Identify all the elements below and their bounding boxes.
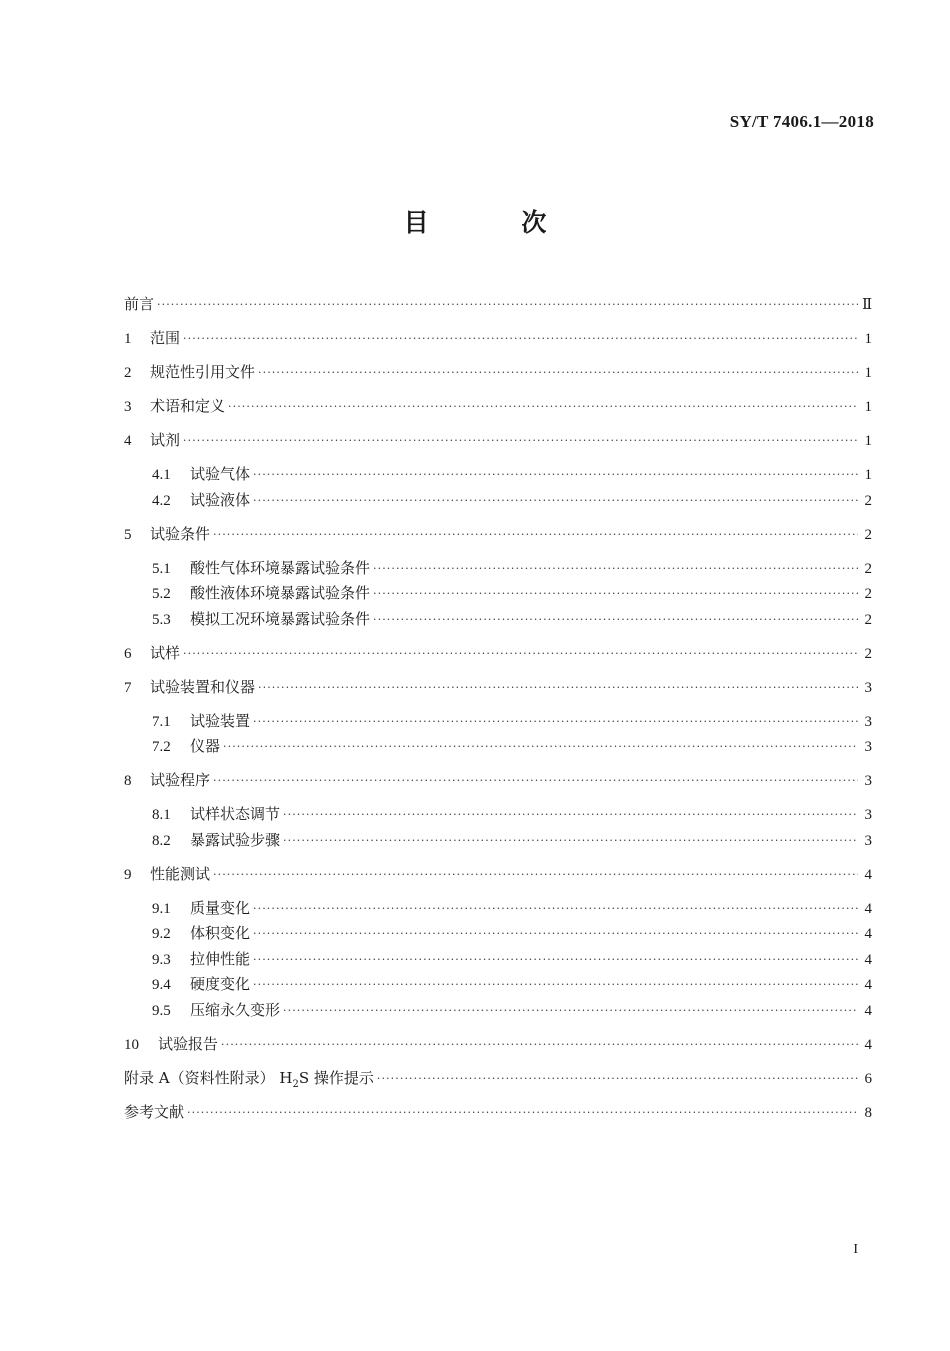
toc-entry-4[interactable] [124, 428, 872, 453]
toc-entry-page: 1 [864, 331, 872, 347]
annex-label-prefix: 附录 A（资料性附录） H [124, 1068, 293, 1087]
toc-entry-7-1[interactable] [124, 709, 872, 734]
toc-entry-label: 前言 [124, 295, 155, 313]
toc-entry-5-3[interactable] [124, 607, 872, 632]
toc-leader-dots [253, 947, 858, 972]
toc-entry-page: 4 [864, 926, 872, 942]
toc-entry-label: 试验气体 [190, 465, 251, 483]
annex-label-suffix: S 操作提示 [298, 1068, 374, 1087]
toc-entry-page: 1 [864, 399, 872, 415]
toc-leader-dots [221, 1032, 858, 1057]
toc-entry-page: 3 [864, 773, 872, 789]
toc-entry-annex-a[interactable] [124, 1066, 872, 1091]
toc-entry-number: 5.2 [152, 586, 171, 602]
toc-entry-label: 试样状态调节 [190, 805, 281, 823]
toc-entry-5-1[interactable] [124, 556, 872, 581]
toc-entry-preface[interactable] [124, 292, 872, 317]
toc-leader-dots [258, 675, 858, 700]
toc-entry-label: 酸性液体环境暴露试验条件 [190, 584, 371, 602]
toc-entry-7-2[interactable] [124, 734, 872, 759]
toc-entry-page: 4 [864, 977, 872, 993]
toc-entry-10[interactable] [124, 1032, 872, 1057]
toc-entry-page: 3 [864, 739, 872, 755]
toc-entry-number: 5.3 [152, 611, 171, 628]
toc-entry-page: Ⅱ [862, 297, 873, 313]
toc-entry-number: 9.4 [152, 977, 171, 993]
toc-entry-number: 9.2 [152, 926, 171, 942]
toc-leader-dots [253, 488, 858, 513]
toc-entry-page: 3 [864, 679, 872, 696]
toc-entry-number: 4.2 [152, 492, 171, 509]
toc-entry-6[interactable] [124, 641, 872, 666]
toc-entry-number: 9.1 [152, 900, 171, 917]
toc-entry-page: 8 [864, 1104, 872, 1121]
toc-entry-number: 5.1 [152, 560, 171, 577]
toc-entry-label: 暴露试验步骤 [190, 830, 281, 849]
toc-entry-number: 8.2 [152, 832, 171, 849]
annex-label-subscript: 2 [292, 1078, 299, 1090]
toc-entry-label: 仪器 [190, 737, 221, 755]
toc-leader-dots [183, 326, 858, 351]
toc-entry-label: 术语和定义 [150, 397, 226, 415]
toc-entry-label: 参考文献 [124, 1102, 185, 1121]
toc-entry-references[interactable] [124, 1100, 872, 1125]
toc-entry-label: 试样 [150, 643, 181, 662]
toc-entry-2[interactable] [124, 360, 872, 385]
toc-entry-number: 7.2 [152, 739, 171, 755]
toc-entry-page: 1 [864, 433, 872, 449]
toc-entry-number: 9.5 [152, 1002, 171, 1019]
toc-entry-page: 2 [864, 492, 872, 509]
page-title: 目 次 [403, 208, 589, 237]
toc-entry-8[interactable] [124, 768, 872, 793]
toc-entry-5[interactable] [124, 522, 872, 547]
toc-leader-dots [253, 921, 858, 946]
toc-entry-9-4[interactable] [124, 972, 872, 997]
toc-entry-page: 2 [864, 586, 872, 602]
toc-entry-number: 5 [124, 526, 132, 543]
toc-leader-dots [283, 828, 858, 853]
toc-leader-dots [373, 607, 858, 632]
toc-entry-label: 酸性气体环境暴露试验条件 [190, 558, 371, 577]
toc-entry-number: 7.1 [152, 713, 171, 730]
toc-entry-page: 2 [864, 611, 872, 628]
toc-entry-page: 1 [864, 467, 872, 483]
toc-entry-label: 质量变化 [190, 898, 251, 917]
toc-entry-9-3[interactable] [124, 947, 872, 972]
toc-entry-label: 拉伸性能 [190, 949, 251, 968]
toc-leader-dots [373, 581, 858, 606]
toc-entry-9-5[interactable] [124, 998, 872, 1023]
toc-entry-label: 范围 [150, 329, 181, 347]
toc-leader-dots [253, 896, 858, 921]
toc-entry-label: 试验液体 [190, 490, 251, 509]
toc-entry-page: 3 [864, 713, 872, 730]
toc-leader-dots [283, 998, 858, 1023]
toc-entry-page: 4 [864, 900, 872, 917]
toc-entry-number: 1 [124, 331, 132, 347]
toc-entry-4-2[interactable] [124, 488, 872, 513]
toc-entry-number: 7 [124, 679, 132, 696]
toc-entry-number: 6 [124, 645, 132, 662]
toc-entry-label: 试剂 [150, 431, 181, 449]
toc-entry-number: 9.3 [152, 951, 171, 968]
toc-entry-9-2[interactable] [124, 921, 872, 946]
toc-leader-dots [157, 292, 858, 317]
toc-entry-number: 4 [124, 433, 132, 449]
toc-entry-9[interactable] [124, 862, 872, 887]
toc-entry-page: 1 [864, 365, 872, 381]
toc-entry-3[interactable] [124, 394, 872, 419]
toc-entry-number: 9 [124, 866, 132, 883]
toc-entry-1[interactable] [124, 326, 872, 351]
toc-leader-dots [223, 734, 858, 759]
toc-leader-dots [253, 709, 858, 734]
toc-entry-number: 4.1 [152, 467, 171, 483]
toc-leader-dots [213, 768, 858, 793]
toc-leader-dots [187, 1100, 858, 1125]
toc-entry-label: 试验装置和仪器 [150, 677, 256, 696]
toc-entry-label: 性能测试 [150, 864, 211, 883]
toc-entry-label: 压缩永久变形 [190, 1000, 281, 1019]
toc-entry-label: 硬度变化 [190, 975, 251, 993]
toc-entry-page: 4 [864, 1036, 872, 1053]
toc-leader-dots [253, 972, 858, 997]
toc-entry-8-2[interactable] [124, 828, 872, 853]
toc-entry-9-1[interactable] [124, 896, 872, 921]
toc-entry-page: 6 [864, 1070, 872, 1087]
footer-page-number: I [853, 1242, 858, 1257]
toc-entry-number: 2 [124, 365, 132, 381]
toc-leader-dots [373, 556, 858, 581]
toc-entry-number: 8 [124, 773, 132, 789]
toc-entry-page: 3 [864, 807, 872, 823]
toc-entry-label: 试验报告 [158, 1034, 219, 1053]
standard-code: SY/T 7406.1—2018 [729, 112, 874, 131]
toc-leader-dots [228, 394, 858, 419]
toc-leader-dots [377, 1066, 858, 1091]
toc-entry-7[interactable] [124, 675, 872, 700]
table-of-contents [124, 292, 872, 1125]
toc-entry-page: 4 [864, 951, 872, 968]
toc-entry-label: 规范性引用文件 [150, 363, 256, 381]
toc-leader-dots [258, 360, 858, 385]
toc-entry-5-2[interactable] [124, 581, 872, 606]
toc-leader-dots [253, 462, 858, 487]
toc-leader-dots [283, 802, 858, 827]
toc-entry-label: 试验装置 [190, 711, 251, 730]
toc-leader-dots [213, 862, 858, 887]
toc-entry-label: 试验条件 [150, 524, 211, 543]
toc-leader-dots [213, 522, 858, 547]
toc-entry-label: 模拟工况环境暴露试验条件 [190, 609, 371, 628]
toc-entry-label: 试验程序 [150, 771, 211, 789]
toc-entry-label [124, 1066, 374, 1097]
toc-entry-number: 10 [124, 1036, 139, 1053]
toc-entry-page: 2 [864, 526, 872, 543]
toc-entry-number: 3 [124, 399, 132, 415]
toc-entry-page: 2 [864, 560, 872, 577]
toc-entry-4-1[interactable] [124, 462, 872, 487]
toc-entry-page: 4 [864, 1002, 872, 1019]
toc-entry-8-1[interactable] [124, 802, 872, 827]
toc-entry-number: 8.1 [152, 807, 171, 823]
toc-entry-page: 2 [864, 645, 872, 662]
toc-entry-page: 4 [864, 866, 872, 883]
toc-entry-label: 体积变化 [190, 924, 251, 942]
toc-leader-dots [183, 428, 858, 453]
toc-leader-dots [183, 641, 858, 666]
toc-entry-page: 3 [864, 832, 872, 849]
